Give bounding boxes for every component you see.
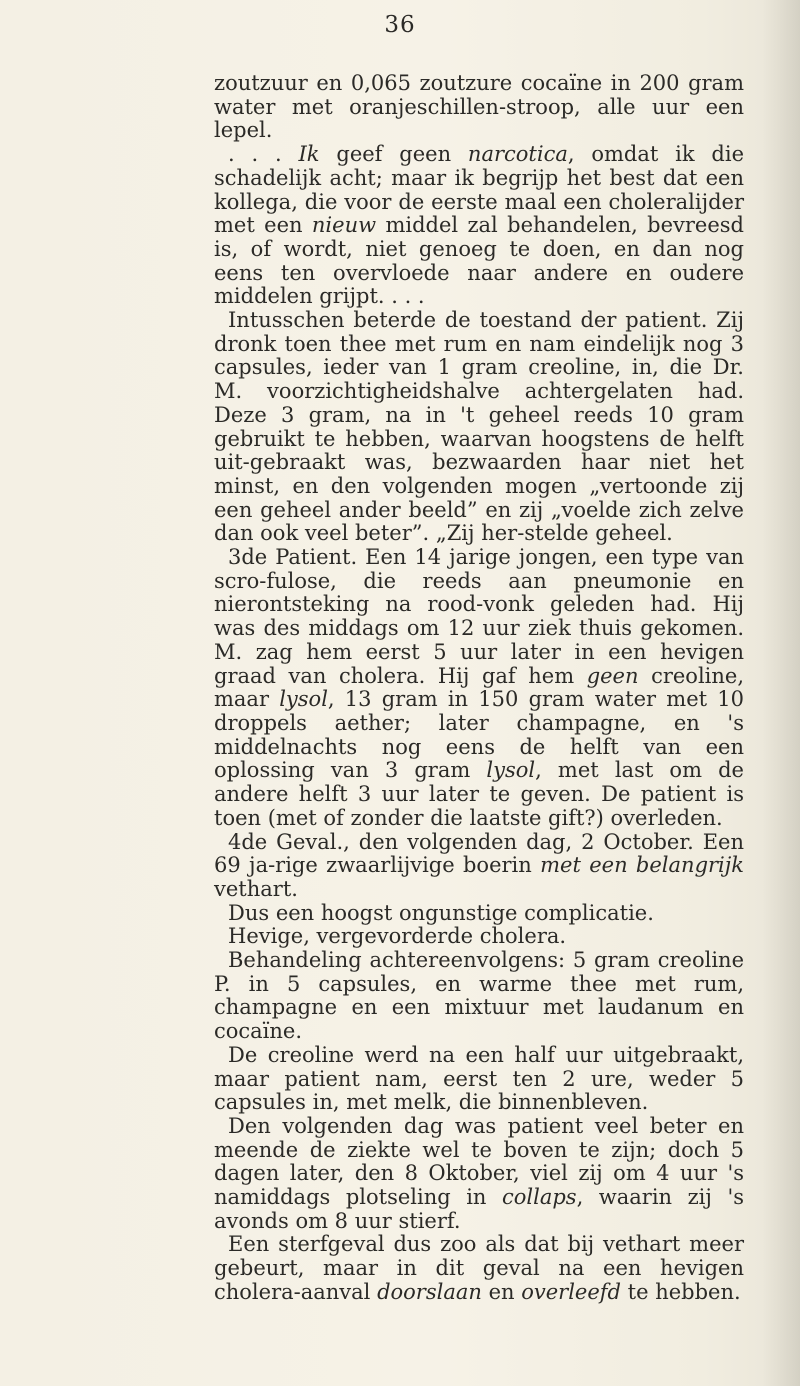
page-edge-shadow <box>762 0 800 1386</box>
paragraph-5: 4de Geval., den volgenden dag, 2 October. Een 69 ja-rige zwaarlijvige boerin met een belangrijk vethart. <box>214 829 744 901</box>
paragraph-10: Den volgenden dag was patient veel beter en meende de ziekte wel te boven te zijn; doch 5 dagen later, den 8 Oktober, viel zij om 4 uur 's namiddags plotseling in collaps, waarin zij 's avonds om 8 uur stierf. <box>214 1113 744 1233</box>
paragraph-3: Intusschen beterde de toestand der patient. Zij dronk toen thee met rum en nam eindelijk nog 3 capsules, ieder van 1 gram creoline, in, die Dr. M. voorzichtigheidshalve achtergelaten had. Deze 3 gram, na in 't geheel reeds 10 gram gebruikt te hebben, waarvan hoogstens de helft uit-gebraakt was, bezwaarden haar niet het minst, en den volgenden mogen „vertoonde zij een geheel ander beeld” en zij „voelde zich zelve dan ook veel beter”. „Zij her-stelde geheel. <box>214 308 744 546</box>
paragraph-6: Dus een hoogst ongunstige complicatie. <box>228 900 654 925</box>
paragraph-11: Een sterfgeval dus zoo als dat bij vethart meer gebeurt, maar in dit geval na een hevigen cholera-aanval doorslaan en overleefd te hebben. <box>214 1232 744 1304</box>
paragraph-9: De creoline werd na een half uur uitgebraakt, maar patient nam, eerst ten 2 ure, weder 5 capsules in, met melk, die binnenbleven. <box>214 1042 744 1115</box>
paragraph-2: . . . Ik geef geen narcotica, omdat ik die schadelijk acht; maar ik begrijp het best dat een kollega, die voor de eerste maal een choleralijder met een nieuw middel zal behandelen, bevreesd is, of wordt, niet genoeg te doen, en dan nog eens ten overvloede naar andere en oudere middelen grijpt. . . . <box>214 142 745 309</box>
paragraph-8: Behandeling achtereenvolgens: 5 gram creoline P. in 5 capsules, en warme thee met rum, champagne en een mixtuur met laudanum en cocaïne. <box>214 948 744 1044</box>
body-text <box>214 72 744 1305</box>
paragraph-1: zoutzuur en 0,065 zoutzure cocaïne in 200 gram water met oranjeschillen-stroop, alle uur een lepel. <box>214 71 744 143</box>
page-number: 36 <box>384 12 416 38</box>
paragraph-7: Hevige, vergevorderde cholera. <box>228 924 567 949</box>
paragraph-4: 3de Patient. Een 14 jarige jongen, een type van scro-fulose, die reeds aan pneumonie en nierontsteking na rood-vonk geleden had. Hij was des middags om 12 uur ziek thuis gekomen. M. zag hem eerst 5 uur later in een hevigen graad van cholera. Hij gaf hem geen creoline, maar lysol, 13 gram in 150 gram water met 10 droppels aether; later champagne, en 's middelnachts nog eens de helft van een oplossing van 3 gram lysol, met last om de andere helft 3 uur later te geven. De patient is toen (met of zonder die laatste gift?) overleden. <box>214 545 745 830</box>
